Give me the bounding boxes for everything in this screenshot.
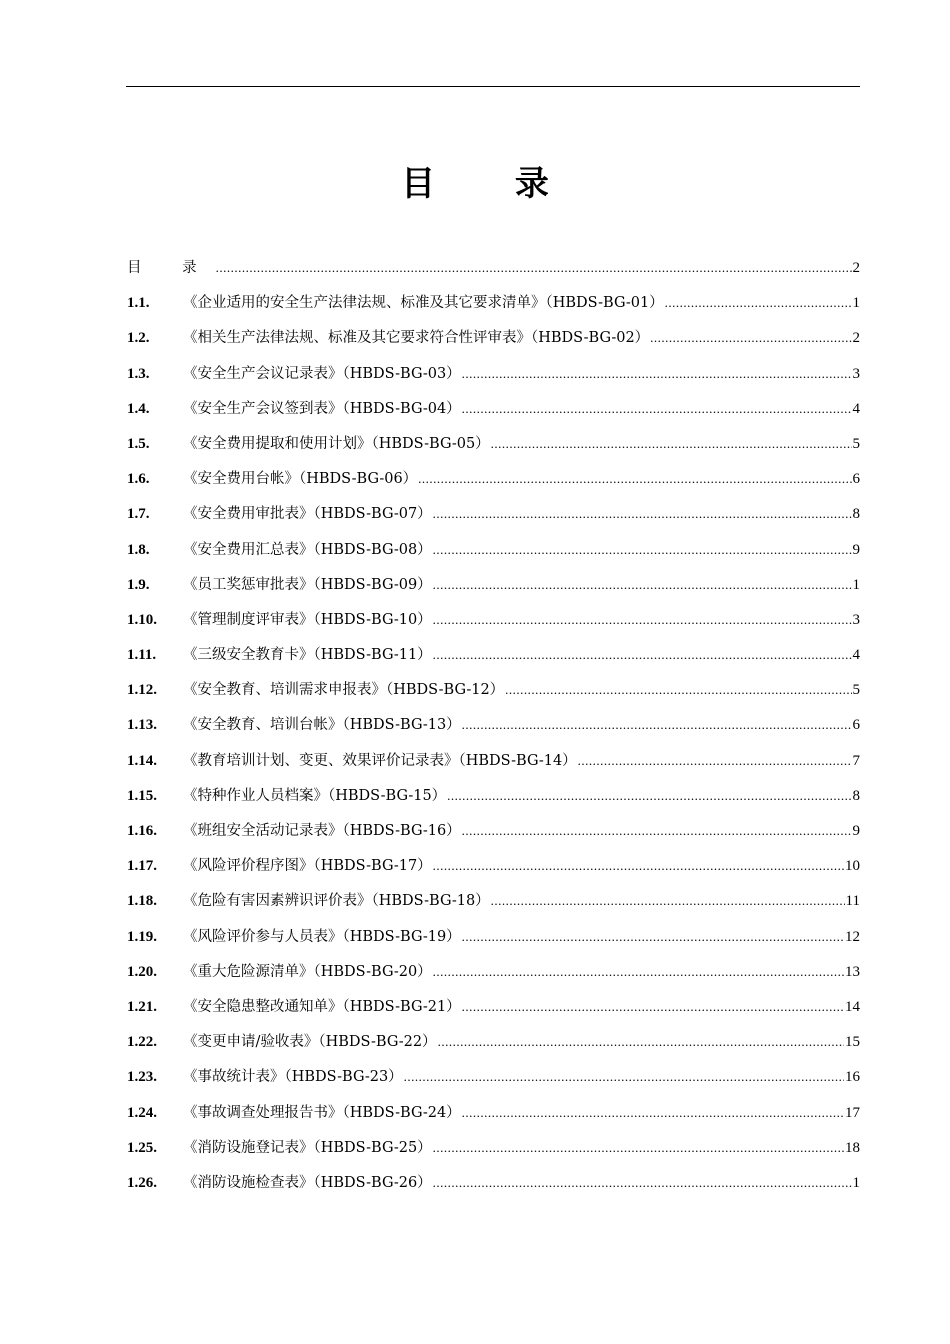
toc-page-number: 8 (852, 506, 860, 523)
toc-page-number: 2 (852, 260, 860, 276)
toc-entry-number: 1.6. (127, 471, 150, 488)
toc-entry[interactable] (127, 925, 860, 960)
toc-entry[interactable] (127, 1171, 860, 1206)
toc-entry-label: 目 录 (127, 260, 215, 276)
toc-page-number: 15 (845, 1034, 860, 1051)
dot-leader (462, 366, 852, 382)
toc-entry-number: 1.23. (127, 1069, 157, 1086)
dot-leader (404, 1069, 844, 1085)
toc-entry[interactable] (127, 1101, 860, 1136)
dot-leader (433, 647, 852, 663)
toc-entry[interactable] (127, 889, 860, 924)
toc-entry-number: 1.1. (127, 295, 150, 312)
toc-page-number: 17 (845, 1104, 860, 1121)
toc-page-number: 5 (852, 435, 860, 452)
toc-entry-title: 《安全教育、培训台帐》（HBDS-BG-13） (183, 717, 461, 734)
toc-entry[interactable] (127, 326, 860, 361)
toc-entry-number: 1.24. (127, 1104, 157, 1121)
toc-entry-title: 《事故调查处理报告书》（HBDS-BG-24） (183, 1104, 461, 1121)
toc-entry[interactable] (127, 538, 860, 573)
toc-entry-number: 1.5. (127, 435, 150, 452)
toc-page-number: 3 (852, 365, 860, 382)
toc-page-number: 5 (852, 682, 860, 699)
dot-leader (462, 929, 844, 945)
toc-entry-number: 1.12. (127, 682, 157, 699)
dot-leader (418, 471, 851, 487)
toc-entry-number: 1.11. (127, 647, 157, 664)
toc-entry-number: 1.2. (127, 330, 150, 347)
toc-entry-title: 《安全费用审批表》（HBDS-BG-07） (183, 506, 432, 523)
toc-page-number: 10 (845, 858, 860, 875)
toc-entry-title: 《相关生产法律法规、标准及其它要求符合性评审表》（HBDS-BG-02） (183, 330, 650, 347)
toc-entry-number: 1.8. (127, 541, 150, 558)
toc-entry-number: 1.13. (127, 717, 157, 734)
toc-entry-title: 《特种作业人员档案》（HBDS-BG-15） (183, 787, 447, 804)
dot-leader (433, 964, 844, 980)
dot-leader (462, 823, 852, 839)
toc-entry-title: 《事故统计表》（HBDS-BG-23） (183, 1069, 403, 1086)
toc-entry[interactable] (127, 713, 860, 748)
toc-entry[interactable] (127, 467, 860, 502)
dot-leader (462, 999, 844, 1015)
toc-entry[interactable] (127, 291, 860, 326)
toc-entry-title: 《风险评价程序图》（HBDS-BG-17） (183, 858, 432, 875)
toc-entry-number: 1.16. (127, 823, 157, 839)
toc-page-number: 4 (852, 647, 860, 664)
dot-leader (438, 1034, 844, 1050)
toc-entry[interactable] (127, 432, 860, 467)
dot-leader (462, 401, 852, 417)
dot-leader (433, 1175, 852, 1191)
dot-leader (505, 682, 851, 698)
dot-leader (433, 612, 852, 628)
toc-entry[interactable] (127, 819, 860, 854)
toc-entry[interactable] (127, 995, 860, 1030)
dot-leader (433, 506, 852, 522)
dot-leader (462, 717, 852, 733)
toc-entry-number: 1.19. (127, 928, 157, 945)
toc-page-number: 13 (845, 963, 860, 980)
toc-page-number: 16 (845, 1069, 860, 1086)
page-title: 目 录 (401, 164, 583, 204)
toc-entry-number: 1.14. (127, 752, 157, 769)
dot-leader (462, 1105, 844, 1121)
toc-page-number: 6 (852, 717, 860, 734)
toc-page-number: 9 (852, 823, 860, 839)
dot-leader (650, 330, 851, 346)
toc-entry[interactable] (127, 749, 860, 784)
toc-entry-title: 《安全生产会议签到表》（HBDS-BG-04） (183, 400, 461, 417)
table-of-contents (127, 256, 860, 1206)
toc-entry-number: 1.3. (127, 365, 150, 382)
toc-entry-title: 《员工奖惩审批表》（HBDS-BG-09） (183, 576, 432, 593)
toc-entry-title: 《安全教育、培训需求申报表》（HBDS-BG-12） (183, 682, 505, 699)
toc-entry-title: 《管理制度评审表》（HBDS-BG-10） (183, 611, 432, 628)
dot-leader (578, 753, 852, 769)
toc-page-number: 12 (845, 928, 860, 945)
toc-entry-contents[interactable] (127, 256, 860, 291)
toc-entry[interactable] (127, 608, 860, 643)
toc-page-number: 2 (852, 330, 860, 347)
toc-entry-title: 《危险有害因素辨识评价表》（HBDS-BG-18） (183, 893, 490, 910)
toc-entry[interactable] (127, 1136, 860, 1171)
toc-entry-number: 1.10. (127, 611, 157, 628)
toc-entry-title: 《教育培训计划、变更、效果评价记录表》（HBDS-BG-14） (183, 752, 577, 769)
toc-entry-title: 《安全生产会议记录表》（HBDS-BG-03） (183, 365, 461, 382)
dot-leader (433, 542, 852, 558)
toc-page-number: 9 (852, 541, 860, 558)
toc-entry[interactable] (127, 397, 860, 432)
toc-page-number: 3 (852, 611, 860, 628)
dot-leader (665, 295, 852, 311)
toc-entry[interactable] (127, 573, 860, 608)
toc-entry-title: 《重大危险源清单》（HBDS-BG-20） (183, 963, 432, 980)
toc-page-number: 18 (845, 1139, 860, 1156)
toc-page-number: 1 (852, 1174, 860, 1191)
dot-leader (433, 1140, 844, 1156)
toc-entry-number: 1.25. (127, 1139, 157, 1156)
toc-entry[interactable] (127, 1065, 860, 1100)
toc-entry[interactable] (127, 1030, 860, 1065)
toc-entry-title: 《安全费用汇总表》（HBDS-BG-08） (183, 541, 432, 558)
toc-entry[interactable] (127, 854, 860, 889)
toc-page-number: 1 (852, 576, 860, 593)
dot-leader (433, 577, 852, 593)
toc-entry-title: 《消防设施检查表》（HBDS-BG-26） (183, 1174, 432, 1191)
toc-entry-number: 1.22. (127, 1034, 157, 1051)
dot-leader (216, 260, 852, 276)
toc-page-number: 8 (852, 787, 860, 804)
dot-leader (491, 436, 852, 452)
toc-page-number: 4 (852, 400, 860, 417)
toc-entry-number: 1.7. (127, 506, 150, 523)
toc-page-number: 11 (845, 893, 860, 910)
toc-entry-title: 《消防设施登记表》（HBDS-BG-25） (183, 1139, 432, 1156)
toc-entry[interactable] (127, 643, 860, 678)
toc-entry-number: 1.15. (127, 787, 157, 804)
toc-entry-number: 1.26. (127, 1174, 157, 1191)
toc-entry-title: 《三级安全教育卡》（HBDS-BG-11） (183, 647, 432, 664)
toc-page-number: 7 (852, 752, 860, 769)
toc-entry-number: 1.21. (127, 998, 157, 1015)
toc-page-number: 6 (852, 471, 860, 488)
toc-entry-title: 《企业适用的安全生产法律法规、标准及其它要求清单》（HBDS-BG-01） (183, 295, 664, 312)
toc-entry-number: 1.9. (127, 576, 150, 593)
toc-entry-title: 《变更申请/验收表》（HBDS-BG-22） (183, 1034, 437, 1051)
dot-leader (491, 893, 845, 909)
toc-entry-title: 《安全费用提取和使用计划》（HBDS-BG-05） (183, 435, 490, 452)
toc-entry-title: 《安全隐患整改通知单》（HBDS-BG-21） (183, 998, 461, 1015)
toc-entry[interactable] (127, 502, 860, 537)
dot-leader (433, 858, 844, 874)
toc-entry[interactable] (127, 362, 860, 397)
toc-entry-number: 1.20. (127, 963, 157, 980)
toc-entry-number: 1.4. (127, 400, 150, 417)
toc-entry-title: 《风险评价参与人员表》（HBDS-BG-19） (183, 928, 461, 945)
toc-entry-number: 1.18. (127, 893, 157, 910)
toc-entry-title: 《班组安全活动记录表》（HBDS-BG-16） (183, 823, 461, 839)
toc-entry[interactable] (127, 678, 860, 713)
header-rule (126, 86, 860, 87)
toc-entry-title: 《安全费用台帐》（HBDS-BG-06） (183, 471, 418, 488)
toc-entry-number: 1.17. (127, 858, 157, 875)
toc-entry[interactable] (127, 960, 860, 995)
toc-entry[interactable] (127, 784, 860, 819)
toc-page-number: 1 (852, 295, 860, 312)
toc-page-number: 14 (845, 998, 860, 1015)
dot-leader (447, 788, 851, 804)
